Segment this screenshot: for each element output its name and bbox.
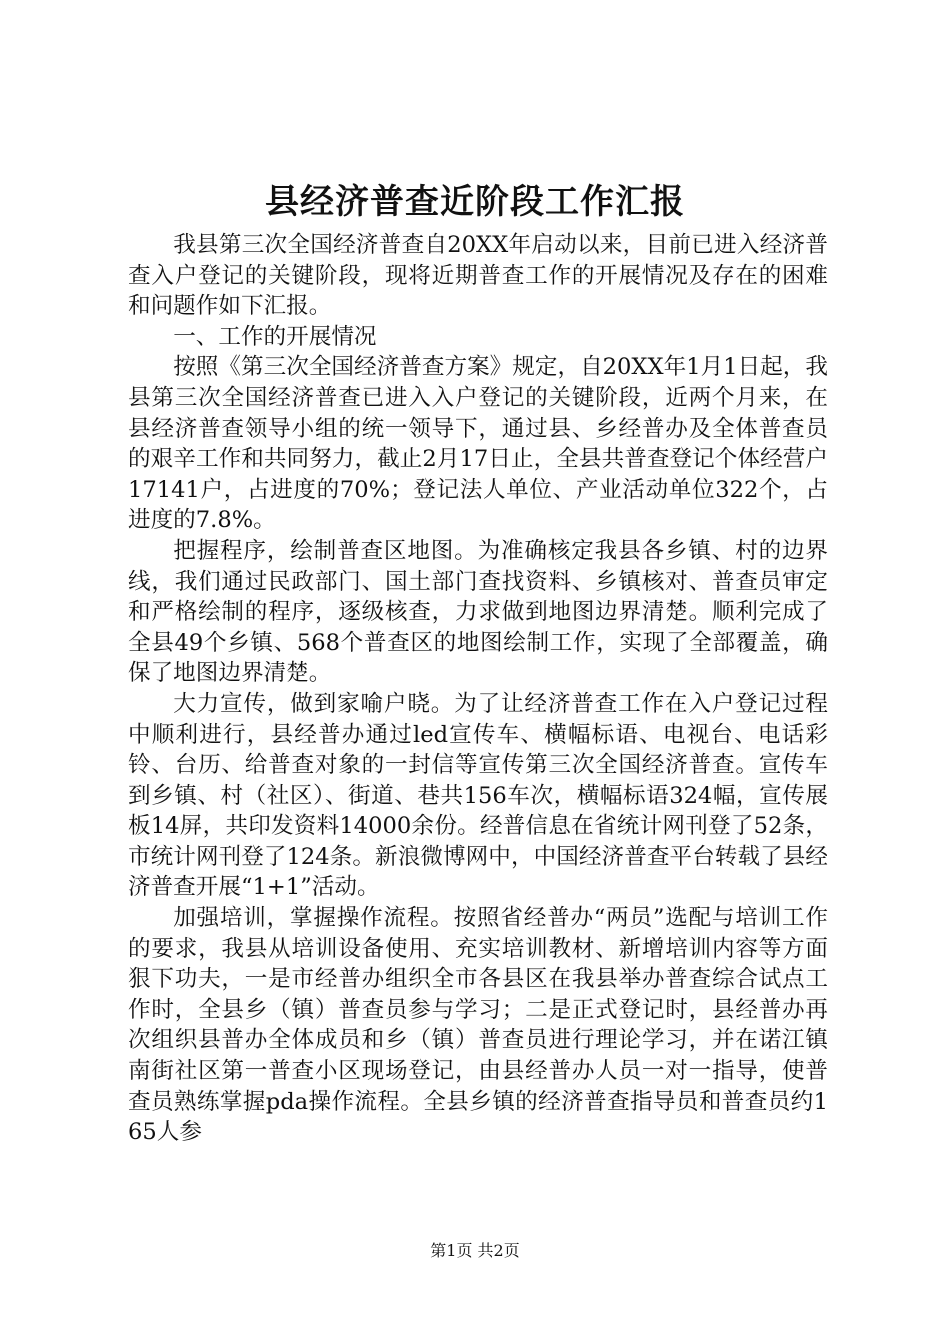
document-title: 县经济普查近阶段工作汇报 (265, 182, 685, 222)
paragraph-intro: 我县第三次全国经济普查自20XX年启动以来，目前已进入经济普查入户登记的关键阶段，现将近期普查工作的开展情况及存在的困难和问题作如下汇报。 (128, 232, 828, 320)
paragraph-map: 把握程序，绘制普查区地图。为准确核定我县各乡镇、村的边界线，我们通过民政部门、国土部门查找资料、乡镇核对、普查员审定和严格绘制的程序，逐级核查，力求做到地图边界清楚。顺利完成了全县49个乡镇、568个普查区的地图绘制工作，实现了全部覆盖，确保了地图边界清楚。 (128, 537, 828, 687)
paragraph-publicity: 大力宣传，做到家喻户晓。为了让经济普查工作在入户登记过程中顺利进行，县经普办通过led宣传车、横幅标语、电视台、电话彩铃、台历、给普查对象的一封信等宣传第三次全国经济普查。宣传车到乡镇、村（社区）、街道、巷共156车次，横幅标语324幅，宣传展板14屏，共印发资料14000余份。经普信息在省统计网刊登了52条，市统计网刊登了124条。新浪微博网中，中国经济普查平台转载了县经济普查开展“1+1”活动。 (128, 690, 828, 901)
paragraph-training: 加强培训，掌握操作流程。按照省经普办“两员”选配与培训工作的要求，我县从培训设备使用、充实培训教材、新增培训内容等方面狠下功夫，一是市经普办组织全市各县区在我县举办普查综合试点工作时，全县乡（镇）普查员参与学习；二是正式登记时，县经普办再次组织县普办全体成员和乡（镇）普查员进行理论学习，并在诺江镇南街社区第一普查小区现场登记，由县经普办人员一对一指导，使普查员熟练掌握pda操作流程。全县乡镇的经济普查指导员和普查员约165人参 (128, 905, 828, 1146)
document-body (128, 230, 828, 1148)
paragraph-progress: 按照《第三次全国经济普查方案》规定，自20XX年1月1日起，我县第三次全国经济普查已进入入户登记的关键阶段，近两个月来，在县经济普查领导小组的统一领导下，通过县、乡经普办及全体普查员的艰辛工作和共同努力，截止2月17日止，全县共普查登记个体经营户17141户，占进度的70%；登记法人单位、产业活动单位322个，占进度的7.8%。 (128, 354, 828, 534)
section-heading: 一、工作的开展情况 (173, 323, 377, 350)
page-number: 第1页 共2页 (430, 1241, 520, 1260)
